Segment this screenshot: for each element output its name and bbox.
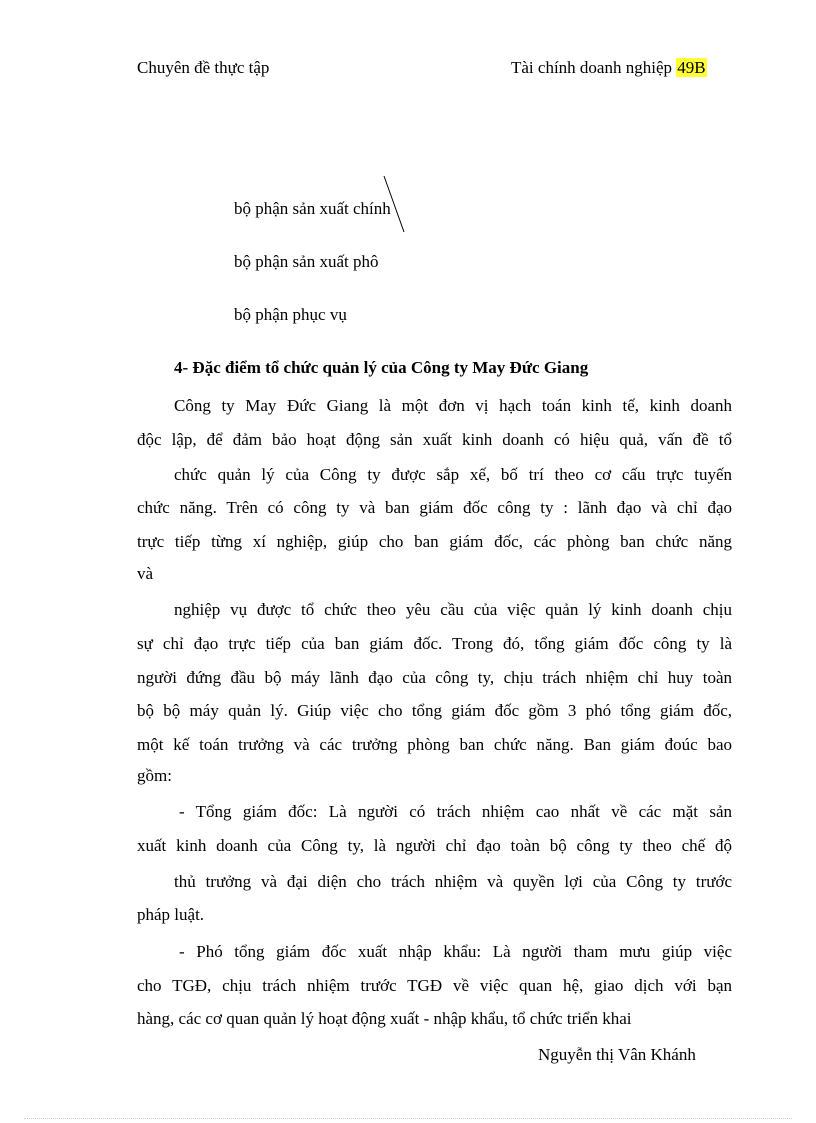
- list-item: bộ phận sản xuất chính: [234, 199, 391, 218]
- body-line: hàng, các cơ quan quản lý hoạt động xuất - nhập khẩu, tổ chức triển khai: [137, 1009, 632, 1028]
- body-line: bộ bộ máy quản lý. Giúp việc cho tổng giám đốc gồm 3 phó tổng giám đốc,: [137, 701, 732, 720]
- list-item: bộ phận sản xuất phô: [234, 252, 379, 271]
- body-line: - Phó tổng giám đốc xuất nhập khẩu: Là người tham mưu giúp việc: [179, 942, 732, 961]
- body-line: chức năng. Trên có công ty và ban giám đốc công ty : lãnh đạo và chỉ đạo: [137, 498, 732, 517]
- body-line: thủ trưởng và đại diện cho trách nhiệm và quyền lợi của Công ty trước: [174, 872, 732, 891]
- body-line: và: [137, 564, 154, 583]
- body-line: một kế toán trưởng và các trưởng phòng ban chức năng. Ban giám đoúc bao: [137, 735, 732, 754]
- body-line: - Tổng giám đốc: Là người có trách nhiệm cao nhất về các mặt sản: [179, 802, 732, 821]
- header-right-text: Tài chính doanh nghiệp: [511, 58, 677, 77]
- footer-author: Nguyễn thị Vân Khánh: [538, 1045, 696, 1064]
- list-item: bộ phận phục vụ: [234, 305, 347, 324]
- body-line: sự chỉ đạo trực tiếp của ban giám đốc. Trong đó, tổng giám đốc công ty là: [137, 634, 732, 653]
- body-line: nghiệp vụ được tổ chức theo yêu cầu của việc quản lý kinh doanh chịu: [174, 600, 732, 619]
- footer-divider: [24, 1118, 792, 1119]
- body-line: gồm:: [137, 766, 172, 785]
- body-line: pháp luật.: [137, 905, 205, 924]
- body-line: chức quản lý của Công ty được sắp xế, bố trí theo cơ cấu trực tuyến: [174, 465, 732, 484]
- header-left: Chuyên đề thực tập: [137, 58, 270, 77]
- body-line: Công ty May Đức Giang là một đơn vị hạch toán kinh tế, kinh doanh: [174, 396, 732, 415]
- header-highlight: 49B: [677, 58, 706, 77]
- body-line: độc lập, để đảm bảo hoạt động sản xuất kinh doanh có hiệu quả, vấn đề tổ: [137, 430, 732, 449]
- body-line: cho TGĐ, chịu trách nhiệm trước TGĐ về việc quan hệ, giao dịch với bạn: [137, 976, 732, 995]
- body-line: người đứng đầu bộ máy lãnh đạo của công ty, chịu trách nhiệm chỉ huy toàn: [137, 668, 732, 687]
- body-line: trực tiếp từng xí nghiệp, giúp cho ban giám đốc, các phòng ban chức năng: [137, 532, 732, 551]
- body-line: xuất kinh doanh của Công ty, là người chỉ đạo toàn bộ công ty theo chế độ: [137, 836, 732, 855]
- section-heading: 4- Đặc điểm tổ chức quản lý của Công ty May Đức Giang: [174, 358, 589, 377]
- header-right: [511, 58, 707, 78]
